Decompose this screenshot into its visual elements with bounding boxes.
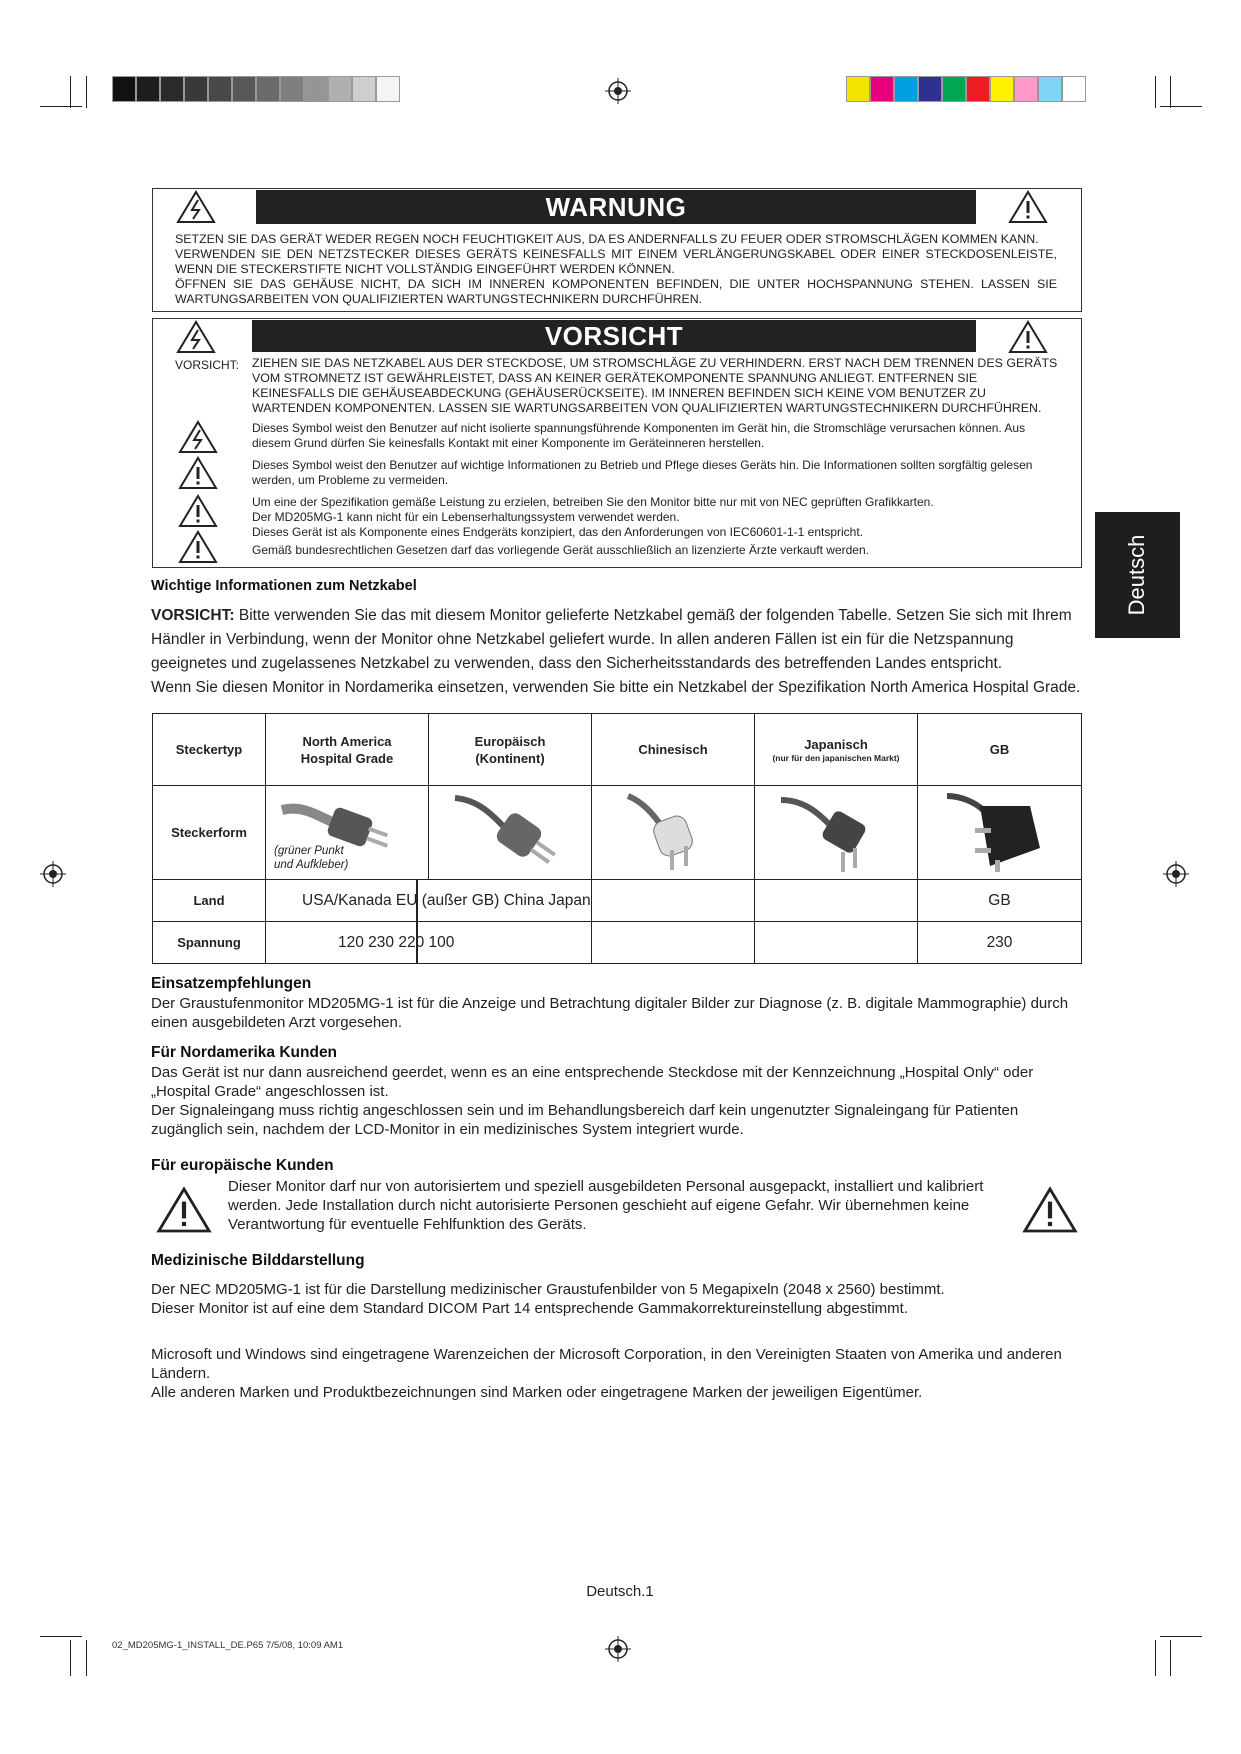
color-swatch (1062, 76, 1086, 102)
exclamation-warning-icon (1008, 190, 1048, 224)
col-header (755, 736, 917, 763)
exclamation-warning-icon (178, 530, 218, 564)
color-swatch (376, 76, 400, 102)
plug-table (152, 713, 1082, 964)
caution-note: Um eine der Spezifikation gemäße Leistung zu erzielen, betreiben Sie den Monitor bitte nur mit von NEC geprüften Grafikkarten. (252, 495, 934, 509)
color-swatch (208, 76, 232, 102)
exclamation-warning-icon (1008, 320, 1048, 354)
col-header: Europäisch (Kontinent) (474, 733, 546, 766)
language-tab (1095, 512, 1180, 638)
color-swatch (280, 76, 304, 102)
color-swatch (918, 76, 942, 102)
caution-note: Gemäß bundesrechtlichen Gesetzen darf das vorliegende Gerät ausschließlich an lizenzierte Ärzte verkauft werden. (252, 543, 869, 557)
col-header: Chinesisch (638, 742, 708, 757)
caution-label: VORSICHT: (175, 358, 240, 372)
table-row (153, 714, 1082, 786)
section-heading: Einsatzempfehlungen (151, 975, 312, 992)
spannung-text: 120 230 220 100 (338, 933, 455, 951)
language-tab-label: Deutsch (1124, 534, 1149, 616)
color-calibration-bar (846, 76, 1086, 100)
color-swatch (990, 76, 1014, 102)
color-swatch (966, 76, 990, 102)
gray-calibration-bar (112, 76, 400, 100)
color-swatch (112, 76, 136, 102)
row-label: Spannung (153, 922, 266, 964)
exclamation-warning-icon (178, 456, 218, 490)
section-text: Der Graustufenmonitor MD205MG-1 ist für die Anzeige und Betrachtung digitaler Bilder zur Diagnose (z. B. digitale Mammographie) durch einen ausgebildeten Arzt vorgesehen. (151, 995, 1069, 1031)
caution-caps-text: ZIEHEN SIE DAS NETZKABEL AUS DER STECKDOSE, UM STROMSCHLÄGE ZU VERHINDERN. ERST NACH DEM TRENNEN DES GERÄTS VOM STROMNETZ IST GEWÄHRLEISTET, DASS AN KEINER GERÄTEKOMPONENTE SPANNUNG ANLIEGT. ENTFERNEN SIE KEINESFALLS DIE GEHÄUSEABDECKUNG (GEHÄUSERÜCKSEITE). IM INNEREN BEFINDEN SICH KEINE VOM BENUTZER ZU WARTENDEN KOMPONENTEN. LASSEN SIE WARTUNGSARBEITEN VON QUALIFIZIERTEN WARTUNGSTECHNIKERN DURCHFÜHREN. (252, 356, 1058, 415)
trademark-text: Alle anderen Marken und Produktbezeichnungen sind Marken oder eingetragene Marken der jeweiligen Eigentümer. (151, 1384, 923, 1401)
section-text: Der NEC MD205MG-1 ist für die Darstellung medizinischer Graustufenbilder von 5 Megapixeln (2048 x 2560) bestimmt. (151, 1281, 945, 1298)
color-swatch (232, 76, 256, 102)
color-swatch (846, 76, 870, 102)
section-text: Dieser Monitor darf nur von autorisiertem und speziell ausgebildeten Personal ausgepackt, installiert und kalibriert werden. Jede Installation durch nicht autorisierte Personen geschieht auf eigene Gefahr. Wir übernehmen keine Verantwortung für eventuelle Fehlfunktion des Geräts. (228, 1178, 984, 1233)
section-heading: Für Nordamerika Kunden (151, 1044, 338, 1061)
caution-title: VORSICHT (252, 320, 976, 352)
exclamation-warning-icon (1022, 1186, 1078, 1234)
color-swatch (136, 76, 160, 102)
color-swatch (352, 76, 376, 102)
caution-note: Dieses Gerät ist als Komponente eines Endgeräts konzipiert, das den Anforderungen von IEC60601-1-1 entspricht. (252, 525, 864, 539)
power-cord-body: Bitte verwenden Sie das mit diesem Monitor gelieferte Netzkabel gemäß der folgenden Tabelle. Setzen Sie sich mit Ihrem Händler in Verbindung, wenn der Monitor ohne Netzkabel geliefert wurde. In allen anderen Fällen ist ein für die Netzspannung geeignetes und zugelassenes Netzkabel zu verwenden, dass den Sicherheitsstandards des betreffenden Landes entspricht. (151, 607, 1072, 672)
section-text: Dieser Monitor ist auf eine dem Standard DICOM Part 14 entsprechende Gammakorrektureinstellung abgestimmt. (151, 1300, 909, 1317)
warning-text (175, 232, 1057, 307)
registration-mark-icon (605, 78, 631, 104)
warning-title: WARNUNG (256, 190, 976, 224)
file-slug: 02_MD205MG-1_INSTALL_DE.P65 7/5/08, 10:09 AM1 (112, 1640, 344, 1651)
table-row (153, 922, 1082, 964)
color-swatch (870, 76, 894, 102)
power-cord-lead: VORSICHT: (151, 607, 235, 624)
caution-note: Dieses Symbol weist den Benutzer auf nicht isolierte spannungsführende Komponenten im Gerät hin, die Stromschläge verursachen können. Aus diesem Grund dürfen Sie keinesfalls Kontakt mit einer Komponente im Geräteinneren herstellen. (252, 421, 1026, 450)
table-row (153, 880, 1082, 922)
color-swatch (894, 76, 918, 102)
color-swatch (328, 76, 352, 102)
row-label: Steckerform (153, 786, 266, 880)
trademark-text: Microsoft und Windows sind eingetragene Warenzeichen der Microsoft Corporation, in den Vereinigten Staaten von Amerika und anderen Ländern. (151, 1346, 1062, 1382)
caution-note: Dieses Symbol weist den Benutzer auf wichtige Informationen zu Betrieb und Pflege dieses Geräts hin. Die Informationen sollten sorgfältig gelesen werden, um Probleme zu vermeiden. (252, 458, 1033, 487)
power-cord-text (151, 604, 1081, 676)
power-cord-heading: Wichtige Informationen zum Netzkabel (151, 578, 417, 594)
color-swatch (256, 76, 280, 102)
lightning-warning-icon (176, 190, 216, 224)
registration-mark-icon (605, 1636, 631, 1662)
caution-note: Der MD205MG-1 kann nicht für ein Lebenserhaltungssystem verwendet werden. (252, 510, 680, 524)
color-swatch (184, 76, 208, 102)
section-heading: Medizinische Bilddarstellung (151, 1252, 365, 1269)
europe-plug-icon (445, 788, 575, 874)
col-header: GB (989, 742, 1010, 757)
power-cord-text-2: Wenn Sie diesen Monitor in Nordamerika einsetzen, verwenden Sie bitte ein Netzkabel der Spezifikation North America Hospital Grade. (151, 679, 1081, 696)
spannung-gb: 230 (918, 922, 1082, 964)
section-heading: Für europäische Kunden (151, 1157, 334, 1174)
col-header-note: (nur für den japanischen Markt) (772, 753, 900, 763)
land-text: USA/Kanada EU (außer GB) China Japan (302, 891, 591, 909)
color-swatch (1014, 76, 1038, 102)
land-gb: GB (918, 880, 1082, 922)
lightning-warning-icon (176, 320, 216, 354)
exclamation-warning-icon (156, 1186, 212, 1234)
registration-mark-icon (1163, 861, 1189, 887)
registration-mark-icon (40, 861, 66, 887)
section-text: Das Gerät ist nur dann ausreichend geerdet, wenn es an eine entsprechende Steckdose mit der Kennzeichnung „Hospital Only“ oder „Hospital Grade“ angeschlossen ist. (151, 1064, 1034, 1100)
warning-line: VERWENDEN SIE DEN NETZSTECKER DIESES GERÄTS KEINESFALLS MIT EINEM VERLÄNGERUNGSKABEL ODER EINER STECKDOSENLEISTE, WENN DIE STECKERSTIFTE NICHT VOLLSTÄNDIG EINGEFÜHRT WERDEN KÖNNEN. (175, 247, 1057, 276)
color-swatch (1038, 76, 1062, 102)
uk-plug-icon (935, 788, 1065, 874)
color-swatch (304, 76, 328, 102)
exclamation-warning-icon (178, 494, 218, 528)
col-header-label: Japanisch (804, 737, 868, 752)
color-swatch (942, 76, 966, 102)
warning-line: SETZEN SIE DAS GERÄT WEDER REGEN NOCH FEUCHTIGKEIT AUS, DA ES ANDERNFALLS ZU FEUER ODER STROMSCHLÄGEN KOMMEN KANN. (175, 232, 1039, 246)
page-number: Deutsch.1 (586, 1583, 654, 1600)
table-row (153, 786, 1082, 880)
warning-line: ÖFFNEN SIE DAS GEHÄUSE NICHT, DA SICH IM INNEREN KOMPONENTEN BEFINDEN, DIE UNTER HOCHSPANNUNG STEHEN. LASSEN SIE WARTUNGSARBEITEN VON QUALIFIZIERTEN WARTUNGSTECHNIKERN DURCHFÜHREN. (175, 277, 1057, 306)
china-plug-icon (608, 788, 738, 874)
row-label: Steckertyp (153, 714, 266, 786)
section-text: Der Signaleingang muss richtig angeschlossen sein und im Behandlungsbereich darf kein ungenutzter Signaleingang für Patienten zugänglich sein, nachdem der LCD-Monitor in ein medizinisches System integriert wurde. (151, 1102, 1019, 1138)
row-label: Land (153, 880, 266, 922)
lightning-warning-icon (178, 420, 218, 454)
color-swatch (160, 76, 184, 102)
japan-plug-icon (771, 788, 901, 874)
col-header: North America Hospital Grade (300, 733, 394, 766)
plug-note: (grüner Punkt und Aufkleber) (274, 845, 349, 871)
